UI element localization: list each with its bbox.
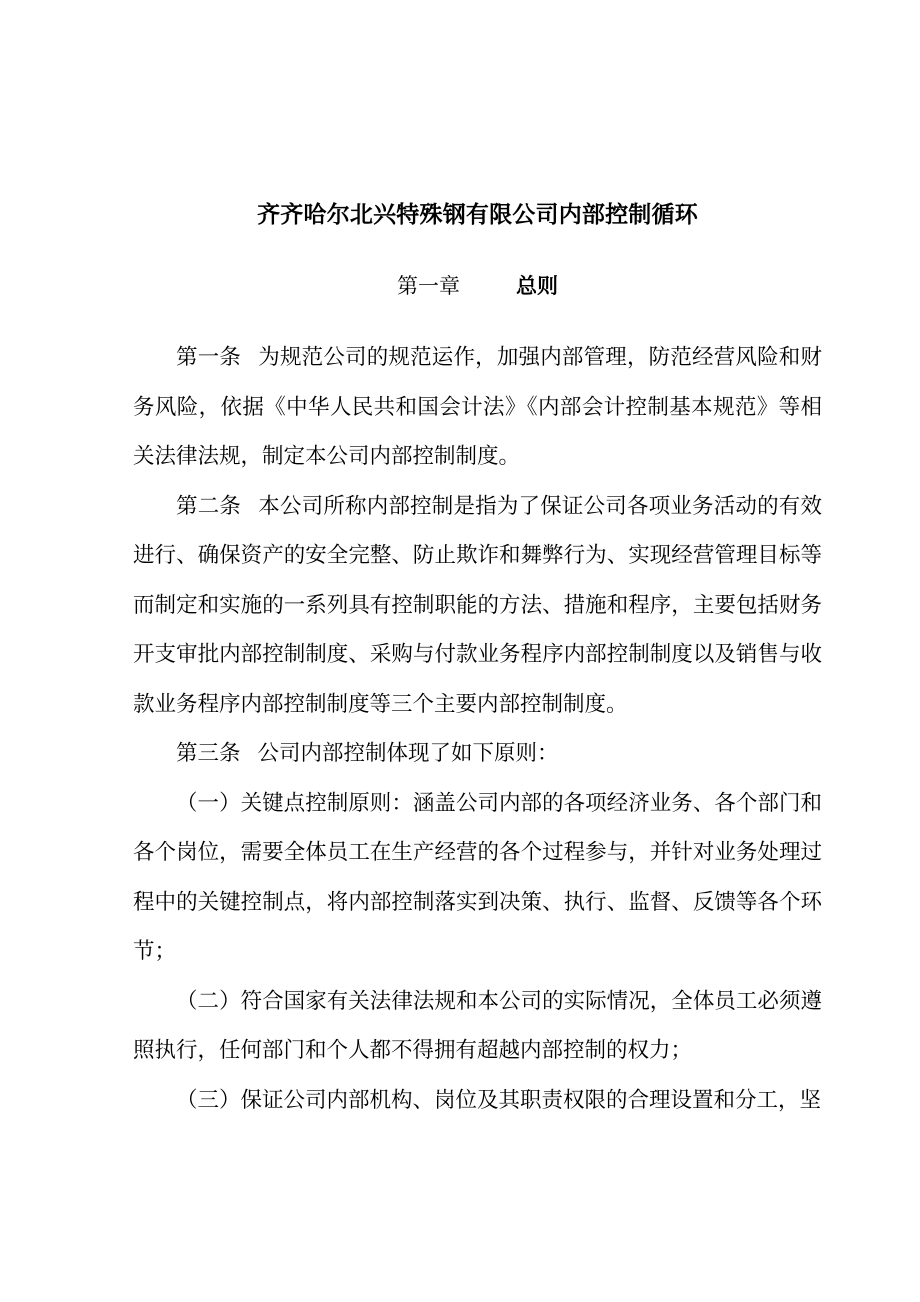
paragraph-text: （三）保证公司内部机构、岗位及其职责权限的合理设置和分工，坚 [176,1087,822,1113]
paragraph-text: （一）关键点控制原则：涵盖公司内部的各项经济业务、各个部门和各个岗位，需要全体员工在生产经营的各个过程参与，并针对业务处理过程中的关键控制点，将内部控制落实到决策、执行、监督、反馈等各个环节； [133,790,822,964]
paragraph-text: 为规范公司的规范运作，加强内部管理，防范经营风险和财务风险，依据《中华人民共和国会计法》《内部会计控制基本规范》等相关法律法规，制定本公司内部控制制度。 [133,345,822,469]
article-label: 第二条 [176,493,242,519]
paragraph-item-1 [133,779,822,977]
paragraph-text: （二）符合国家有关法律法规和本公司的实际情况，全体员工必须遵照执行，任何部门和个人都不得拥有超越内部控制的权力； [133,988,822,1063]
chapter-heading [133,230,822,301]
paragraph-item-2 [133,977,822,1076]
article-label: 第三条 [176,741,241,766]
paragraph-text: 本公司所称内部控制是指为了保证公司各项业务活动的有效进行、确保资产的安全完整、防止欺诈和舞弊行为、实现经营管理目标等而制定和实施的一系列具有控制职能的方法、措施和程序，主要包括财务开支审批内部控制制度、采购与付款业务程序内部控制制度以及销售与收款业务程序内部控制制度等三个主要内部控制制度。 [133,493,822,717]
chapter-name: 总则 [516,273,558,298]
paragraph-text: 公司内部控制体现了如下原则： [257,741,559,766]
chapter-number: 第一章 [397,274,460,298]
paragraph-article-3 [133,729,822,779]
document-content [133,0,822,1125]
paragraph-article-2 [133,482,822,730]
document-body [133,301,822,1125]
article-label: 第一条 [176,345,242,370]
page-title: 齐齐哈尔北兴特殊钢有限公司内部控制循环 [257,201,698,228]
paragraph-article-1 [133,333,822,482]
paragraph-item-3 [133,1076,822,1126]
